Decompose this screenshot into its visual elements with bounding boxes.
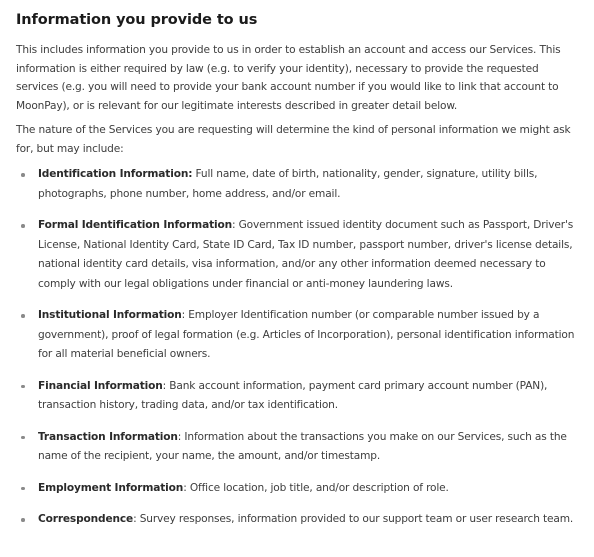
lead-paragraph: The nature of the Services you are requesting will determine the kind of personal information we might ask for, but may include: — [16, 124, 571, 155]
list-item-term: Transaction Information — [38, 430, 178, 443]
bullet-icon — [21, 518, 25, 522]
bullet-icon — [21, 173, 25, 177]
list-item-term: Identification Information: — [38, 168, 193, 180]
list-item-transaction — [16, 428, 580, 467]
bullet-icon — [21, 487, 25, 491]
list-item-financial — [16, 377, 580, 416]
bullet-icon — [21, 314, 25, 318]
list-item-term: Financial Information — [38, 379, 163, 392]
list-item-text: : Government issued identity document such as Passport, Driver's License, National Identity Card, State ID Card, Tax ID number, passport number, driver's license details, national identity card details, visa information, and/or any other information deemed necessary to comply with our legal obligations under financial or anti-money laundering laws. — [38, 219, 574, 290]
list-item-text: : Bank account information, payment card primary account number (PAN), transaction history, trading data, and/or tax identification. — [38, 379, 548, 411]
list-item-term: Formal Identification Information — [38, 219, 232, 231]
personal-information-list — [16, 165, 580, 530]
list-item-text: : Survey responses, information provided to our support team or user research team. — [133, 513, 574, 525]
list-item-text: : Employer Identification number (or comparable number issued by a government), proof of legal formation (e.g. Articles of Incorporation), personal identification information for all material beneficial owners. — [38, 309, 575, 360]
list-item-term: Employment Information — [38, 481, 184, 494]
bullet-icon — [21, 436, 25, 440]
bullet-icon — [21, 224, 25, 228]
list-item-text: Full name, date of birth, nationality, gender, signature, utility bills, photographs, phone number, home address, and/or email. — [38, 168, 538, 200]
section-title: Information you provide to us — [16, 12, 258, 28]
list-item-term: Institutional Information — [38, 309, 182, 321]
list-item-institutional — [16, 306, 580, 365]
intro-paragraph: This includes information you provide to us in order to establish an account and access our Services. This information is either required by law (e.g. to verify your identity), necessary to provide the requested services (e.g. you will need to provide your bank account number if you would like to link that account to MoonPay), or is relevant for our legitimate interests described in greater detail below. — [16, 44, 561, 112]
list-item-correspondence — [16, 510, 580, 530]
list-item-employment — [16, 479, 580, 499]
list-item-term: Correspondence — [38, 513, 134, 525]
list-item-text: : Office location, job title, and/or description of role. — [183, 481, 449, 494]
list-item-identification — [16, 165, 580, 204]
list-item-text: : Information about the transactions you make on our Services, such as the name of the recipient, your name, the amount, and/or timestamp. — [38, 430, 567, 462]
bullet-icon — [21, 385, 25, 389]
list-item-formal-identification — [16, 216, 580, 294]
